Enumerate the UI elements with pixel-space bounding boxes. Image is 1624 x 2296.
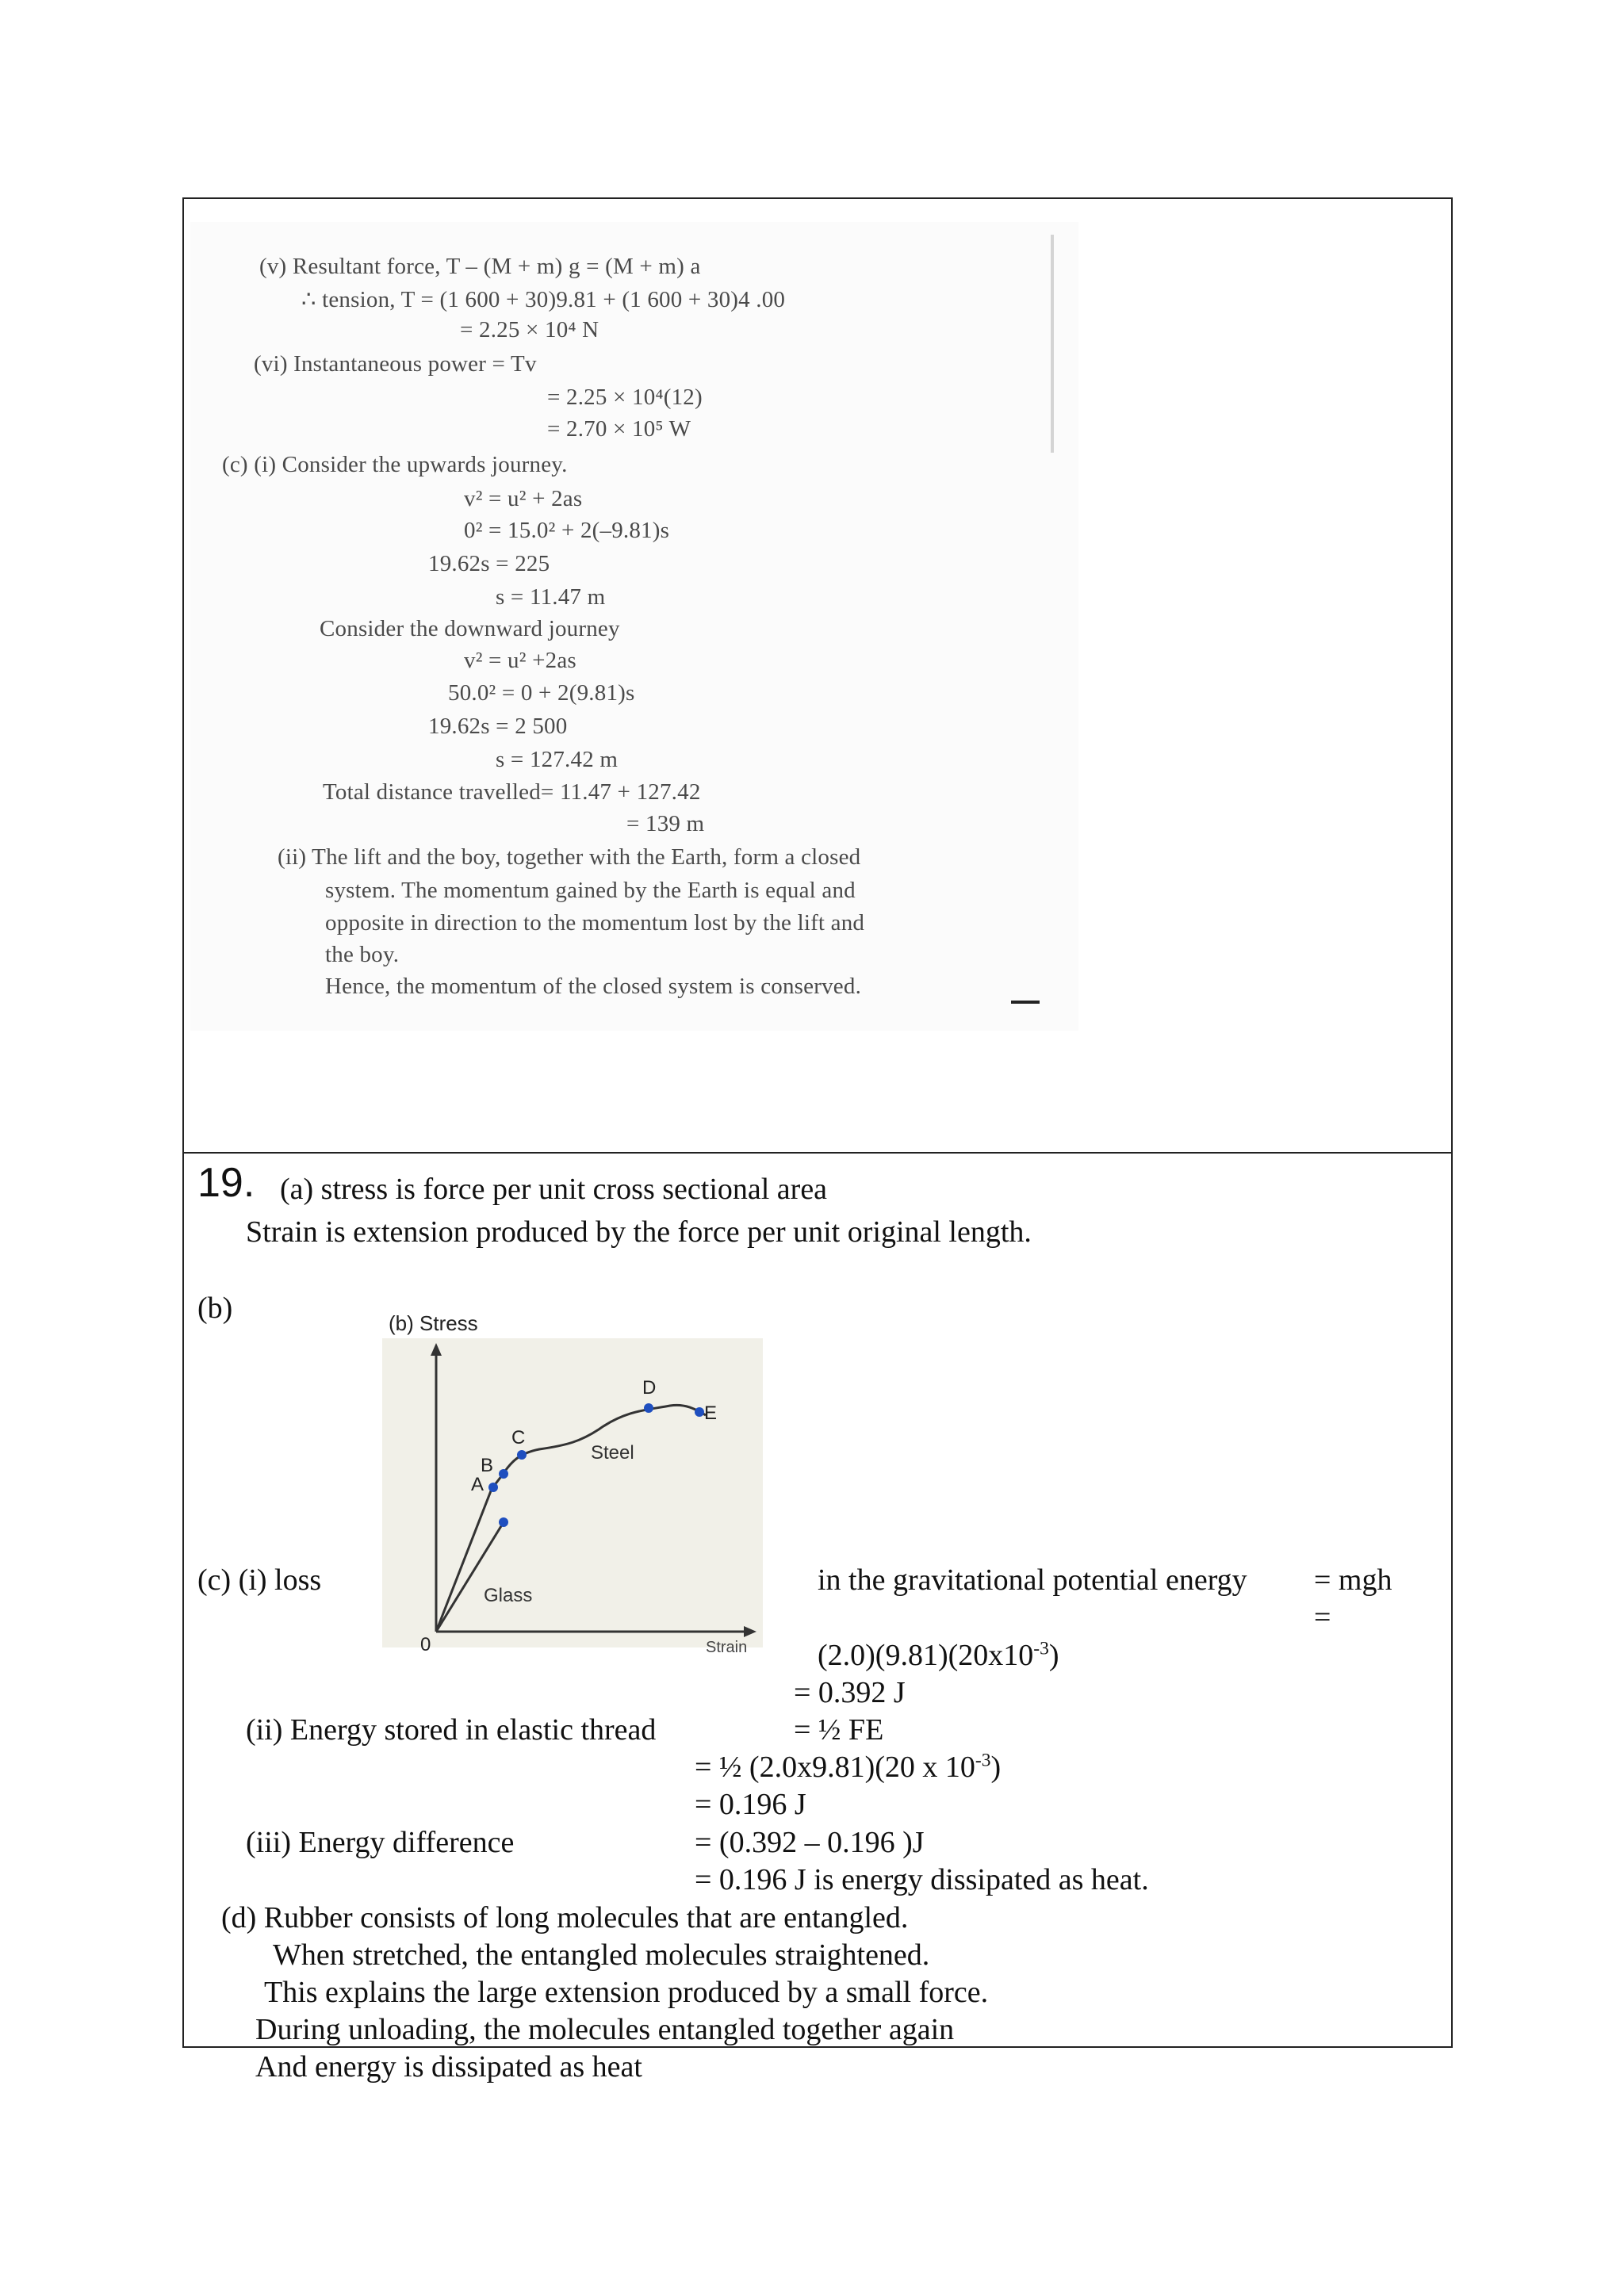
calc-exponent: -3 — [975, 1750, 991, 1771]
scan-line: (vi) Instantaneous power = Tv — [254, 351, 537, 377]
q19-d-line5: And energy is dissipated as heat — [255, 2050, 642, 2084]
q19-c-iii-label: (iii) Energy difference — [246, 1826, 515, 1859]
label-b: B — [481, 1455, 494, 1476]
scan-line: (v) Resultant force, T – (M + m) g = (M + m) a — [259, 254, 701, 279]
scan-line: Hence, the momentum of the closed system is conserved. — [325, 974, 862, 999]
scan-line: 19.62s = 225 — [428, 551, 550, 576]
scan-line: v² = u² +2as — [464, 648, 576, 673]
q19-c-i-calc — [818, 1638, 1059, 1673]
scan-line: Total distance travelled= 11.47 + 127.42 — [323, 779, 701, 805]
scan-line: = 2.70 × 10⁵ W — [547, 416, 691, 442]
calc-exponent: -3 — [1033, 1638, 1049, 1659]
scan-line: (c) (i) Consider the upwards journey. — [222, 452, 568, 477]
q19-c-i-text: in the gravitational potential energy — [818, 1563, 1247, 1597]
q19-c-i-eq: = mgh — [1314, 1563, 1392, 1597]
q19-c-i-eq2: = — [1314, 1601, 1331, 1634]
q19-c-ii-result: = 0.196 J — [695, 1788, 806, 1821]
calc-text: = ½ (2.0x9.81)(20 x 10 — [695, 1751, 975, 1784]
label-c: C — [511, 1427, 526, 1448]
figure-background — [382, 1338, 763, 1647]
scan-line: the boy. — [325, 942, 400, 967]
q19-a-line2: Strain is extension produced by the force per unit original length. — [246, 1215, 1032, 1249]
figure-title: (b) Stress — [389, 1311, 478, 1335]
q19-d-line2: When stretched, the entangled molecules straightened. — [273, 1938, 930, 1972]
calc-text: (2.0)(9.81)(20x10 — [818, 1639, 1034, 1672]
question-number: 19. — [197, 1160, 255, 1206]
label-d: D — [642, 1377, 657, 1399]
calc-close: ) — [1048, 1639, 1059, 1672]
glass-label: Glass — [484, 1585, 533, 1606]
scan-line: opposite in direction to the momentum lost by the lift and — [325, 910, 865, 936]
steel-label: Steel — [591, 1442, 634, 1464]
label-a: A — [471, 1474, 485, 1495]
q19-c-i-result: = 0.392 J — [794, 1676, 906, 1709]
point-d — [644, 1403, 653, 1413]
scan-line: = 2.25 × 10⁴(12) — [547, 385, 703, 410]
scan-line: s = 127.42 m — [496, 747, 619, 772]
q19-c-ii-eq: = ½ FE — [794, 1713, 884, 1747]
label-e: E — [704, 1402, 718, 1424]
q19-c-ii-calc — [695, 1750, 1001, 1785]
scan-line: (ii) The lift and the boy, together with the Earth, form a closed — [278, 844, 861, 870]
scan-dash-mark — [1011, 1001, 1040, 1004]
scan-line: 0² = 15.0² + 2(–9.81)s — [464, 518, 670, 543]
scanned-solution — [190, 222, 1078, 1031]
point-b — [499, 1469, 508, 1479]
q19-c-i-label: (c) (i) loss — [197, 1563, 322, 1597]
scan-vertical-mark — [1051, 235, 1054, 453]
calc-close: ) — [990, 1751, 1002, 1784]
q19-d-line1: (d) Rubber consists of long molecules that are entangled. — [221, 1901, 909, 1934]
scan-line: v² = u² + 2as — [464, 486, 583, 511]
scan-line: s = 11.47 m — [496, 584, 606, 610]
q19-d-line4: During unloading, the molecules entangled together again — [255, 2013, 955, 2046]
scan-line: = 139 m — [626, 811, 705, 836]
q19-c-iii-calc: = (0.392 – 0.196 )J — [695, 1826, 925, 1859]
origin-label: 0 — [420, 1634, 431, 1653]
stress-strain-figure — [373, 1307, 769, 1653]
x-axis-label: Strain — [706, 1639, 748, 1653]
q19-c-iii-result: = 0.196 J is energy dissipated as heat. — [695, 1863, 1149, 1896]
scan-line: Consider the downward journey — [320, 616, 620, 641]
row-divider — [182, 1152, 1453, 1154]
point-c — [517, 1450, 527, 1460]
glass-end-point — [499, 1517, 508, 1527]
point-a — [488, 1483, 498, 1492]
scan-line: = 2.25 × 10⁴ N — [460, 317, 599, 342]
scan-line: 50.0² = 0 + 2(9.81)s — [448, 680, 635, 706]
q19-a-line1: (a) stress is force per unit cross sectional area — [280, 1173, 828, 1206]
point-e — [695, 1407, 704, 1417]
q19-b-label: (b) — [197, 1292, 233, 1325]
q19-c-ii-label: (ii) Energy stored in elastic thread — [246, 1713, 657, 1747]
q19-d-line3: This explains the large extension produced by a small force. — [264, 1976, 989, 2009]
scan-line: ∴ tension, T = (1 600 + 30)9.81 + (1 600 + 30)4 .00 — [301, 287, 786, 312]
scan-line: system. The momentum gained by the Earth is equal and — [325, 878, 856, 903]
scan-line: 19.62s = 2 500 — [428, 714, 568, 739]
